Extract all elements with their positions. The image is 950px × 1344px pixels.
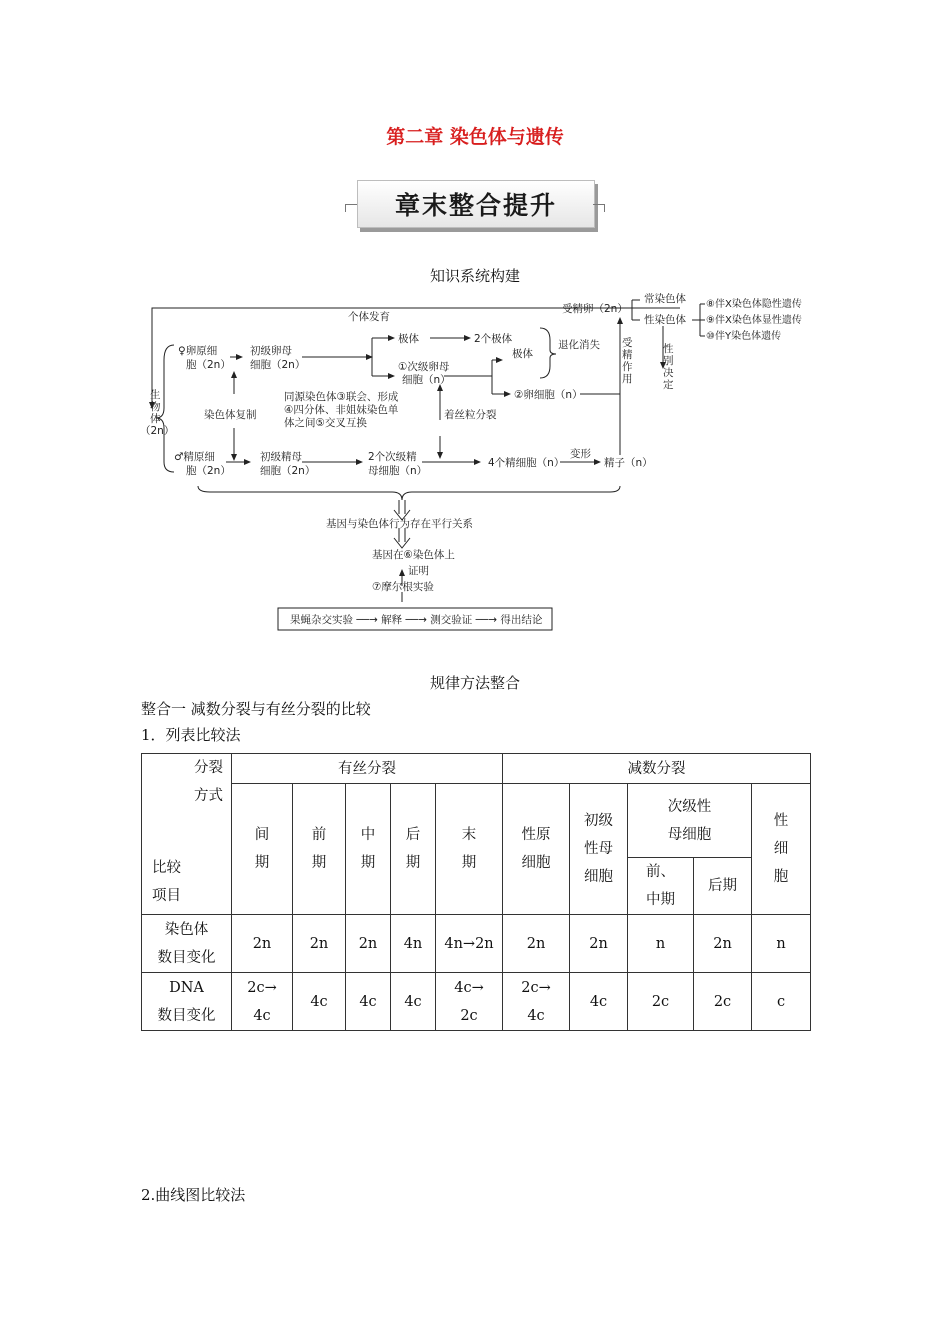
morgan-experiment-label: ⑦摩尔根实验 (372, 581, 434, 593)
table-cell: n (628, 915, 694, 973)
method-one-heading: 1．列表比较法 (141, 726, 241, 744)
table-cell: 2n (232, 915, 293, 973)
secondary-oocyte-line-1: ①次级卵母 (398, 361, 450, 373)
table-cell: c (752, 973, 811, 1031)
sex-determination-char-1: 性 (663, 343, 674, 355)
phase-interphase: 间 期 (232, 784, 293, 915)
sex-determination-char-2: 别 (663, 355, 674, 367)
primary-oocyte-line-1: 初级卵母 (250, 345, 292, 357)
secondary-early-header: 前、 中期 (628, 858, 694, 915)
fertilization-char-2: 精 (622, 349, 633, 361)
table-cell: 2c (628, 973, 694, 1031)
phase-telophase: 末 期 (436, 784, 503, 915)
phase-prophase: 前 期 (293, 784, 346, 915)
four-spermatids-label: 4个精细胞（n） (488, 457, 565, 469)
transform-label: 变形 (570, 448, 591, 460)
table-corner-header (142, 754, 232, 915)
homologous-line-1: 同源染色体③联会、形成 (284, 391, 399, 403)
x-recessive-label: ⑧伴X染色体隐性遗传 (706, 299, 802, 310)
fertilized-egg-label: 受精卵（2n） (562, 303, 628, 315)
knowledge-section-title: 知识系统构建 (429, 267, 520, 285)
two-polar-bodies-label: 2个极体 (474, 333, 513, 345)
table-cell: 2n (694, 915, 752, 973)
fertilization-char-4: 用 (622, 373, 633, 385)
primary-spermatocyte-line-2: 细胞（2n） (260, 465, 316, 477)
secondary-oocyte-line-2: 细胞（n） (402, 374, 451, 386)
secondary-spermatocyte-line-2: 母细胞（n） (368, 465, 428, 477)
phase-anaphase: 后 期 (391, 784, 436, 915)
table-cell: 4c (391, 973, 436, 1031)
polar-body-2-label: 极体 (512, 348, 533, 360)
secondary-cell-header: 次级性 母细胞 (628, 784, 752, 858)
table-cell: 4n→2n (436, 915, 503, 973)
table-cell: 2n (570, 915, 628, 973)
comparison-table (141, 753, 811, 1031)
table-cell: 2c→ 4c (232, 973, 293, 1031)
sex-determination-char-4: 定 (663, 379, 674, 391)
phase-metaphase: 中 期 (346, 784, 391, 915)
degenerate-label: 退化消失 (558, 339, 600, 351)
sex-determination-char-3: 决 (663, 367, 674, 379)
egg-cell-label: ②卵细胞（n） (514, 389, 583, 401)
gamete-header: 性 细 胞 (752, 784, 811, 915)
corner-top-line-1: 分裂 (194, 760, 223, 776)
fertilization-char-3: 作 (622, 361, 633, 373)
meiosis-header: 减数分裂 (503, 754, 811, 784)
table-cell: 4c→ 2c (436, 973, 503, 1031)
banner-title: 章末整合提升 (394, 191, 557, 220)
chromosome-row (142, 915, 811, 973)
sperm-label: 精子（n） (604, 457, 653, 469)
corner-top-line-2: 方式 (194, 788, 223, 804)
dna-row-label: DNA 数目变化 (142, 973, 232, 1031)
organism-char-1: 生 (150, 389, 161, 401)
oogonium-line-2: 胞（2n） (186, 359, 231, 371)
primary-cell-header: 初级 性母 细胞 (570, 784, 628, 915)
homologous-line-3: 体之间⑤交叉互换 (284, 417, 367, 429)
secondary-spermatocyte-line-1: 2个次级精 (368, 451, 417, 463)
table-cell: 4c (293, 973, 346, 1031)
table-cell: 2n (293, 915, 346, 973)
organism-char-2: 物 (150, 401, 161, 413)
oogonium-line-1: ♀卵原细 (178, 345, 218, 357)
table-cell: 2n (503, 915, 570, 973)
section-banner (345, 180, 605, 232)
dna-row (142, 973, 811, 1031)
table-cell: n (752, 915, 811, 973)
chapter-title: 第二章 染色体与遗传 (386, 126, 564, 148)
autosome-label: 常染色体 (644, 293, 686, 305)
methods-section-title: 规律方法整合 (429, 674, 520, 692)
concept-map (140, 290, 820, 640)
parallel-relation-label: 基因与染色体行为存在平行关系 (326, 518, 473, 530)
experiment-process-label: 果蝇杂交实验 ──→ 解释 ──→ 测交验证 ──→ 得出结论 (290, 614, 543, 626)
integration-one-heading: 整合一 减数分裂与有丝分裂的比较 (141, 700, 371, 718)
germ-cell-header: 性原 细胞 (503, 784, 570, 915)
chromosome-row-label: 染色体 数目变化 (142, 915, 232, 973)
table-cell: 4c (346, 973, 391, 1031)
banner-tick-left (345, 204, 346, 212)
secondary-late-header: 后期 (694, 858, 752, 915)
sex-chromosome-label: 性染色体 (644, 314, 686, 326)
organism-char-3: 体 (150, 413, 161, 425)
table-cell: 2n (346, 915, 391, 973)
centromere-split-label: 着丝粒分裂 (444, 409, 497, 421)
corner-bottom-line-1: 比较 (152, 860, 181, 876)
fertilization-char-1: 受 (622, 337, 633, 349)
banner-tick-right (604, 204, 605, 212)
y-linked-label: ⑩伴Y染色体遗传 (706, 331, 782, 342)
table-cell: 4c (570, 973, 628, 1031)
spermatogonium-line-1: ♂精原细 (174, 451, 215, 463)
homologous-line-2: ④四分体、非姐妹染色单 (284, 404, 399, 416)
table-cell: 2c→ 4c (503, 973, 570, 1031)
spermatogonium-line-2: 胞（2n） (186, 465, 231, 477)
genes-on-chromosome-label: 基因在⑥染色体上 (372, 549, 455, 561)
table-cell: 4n (391, 915, 436, 973)
banner-line-left (345, 204, 357, 205)
mitosis-header: 有丝分裂 (232, 754, 503, 784)
primary-oocyte-line-2: 细胞（2n） (250, 359, 306, 371)
primary-spermatocyte-line-1: 初级精母 (260, 451, 302, 463)
proof-label: 证明 (408, 565, 429, 577)
polar-body-label: 极体 (398, 333, 419, 345)
method-two-heading: 2.曲线图比较法 (141, 1186, 246, 1204)
corner-bottom-line-2: 项目 (152, 888, 181, 904)
x-dominant-label: ⑨伴X染色体显性遗传 (706, 315, 802, 326)
individual-development-label: 个体发育 (348, 311, 390, 323)
organism-char-4: （2n） (140, 425, 175, 437)
table-cell: 2c (694, 973, 752, 1031)
chromosome-replication-label: 染色体复制 (204, 409, 257, 421)
